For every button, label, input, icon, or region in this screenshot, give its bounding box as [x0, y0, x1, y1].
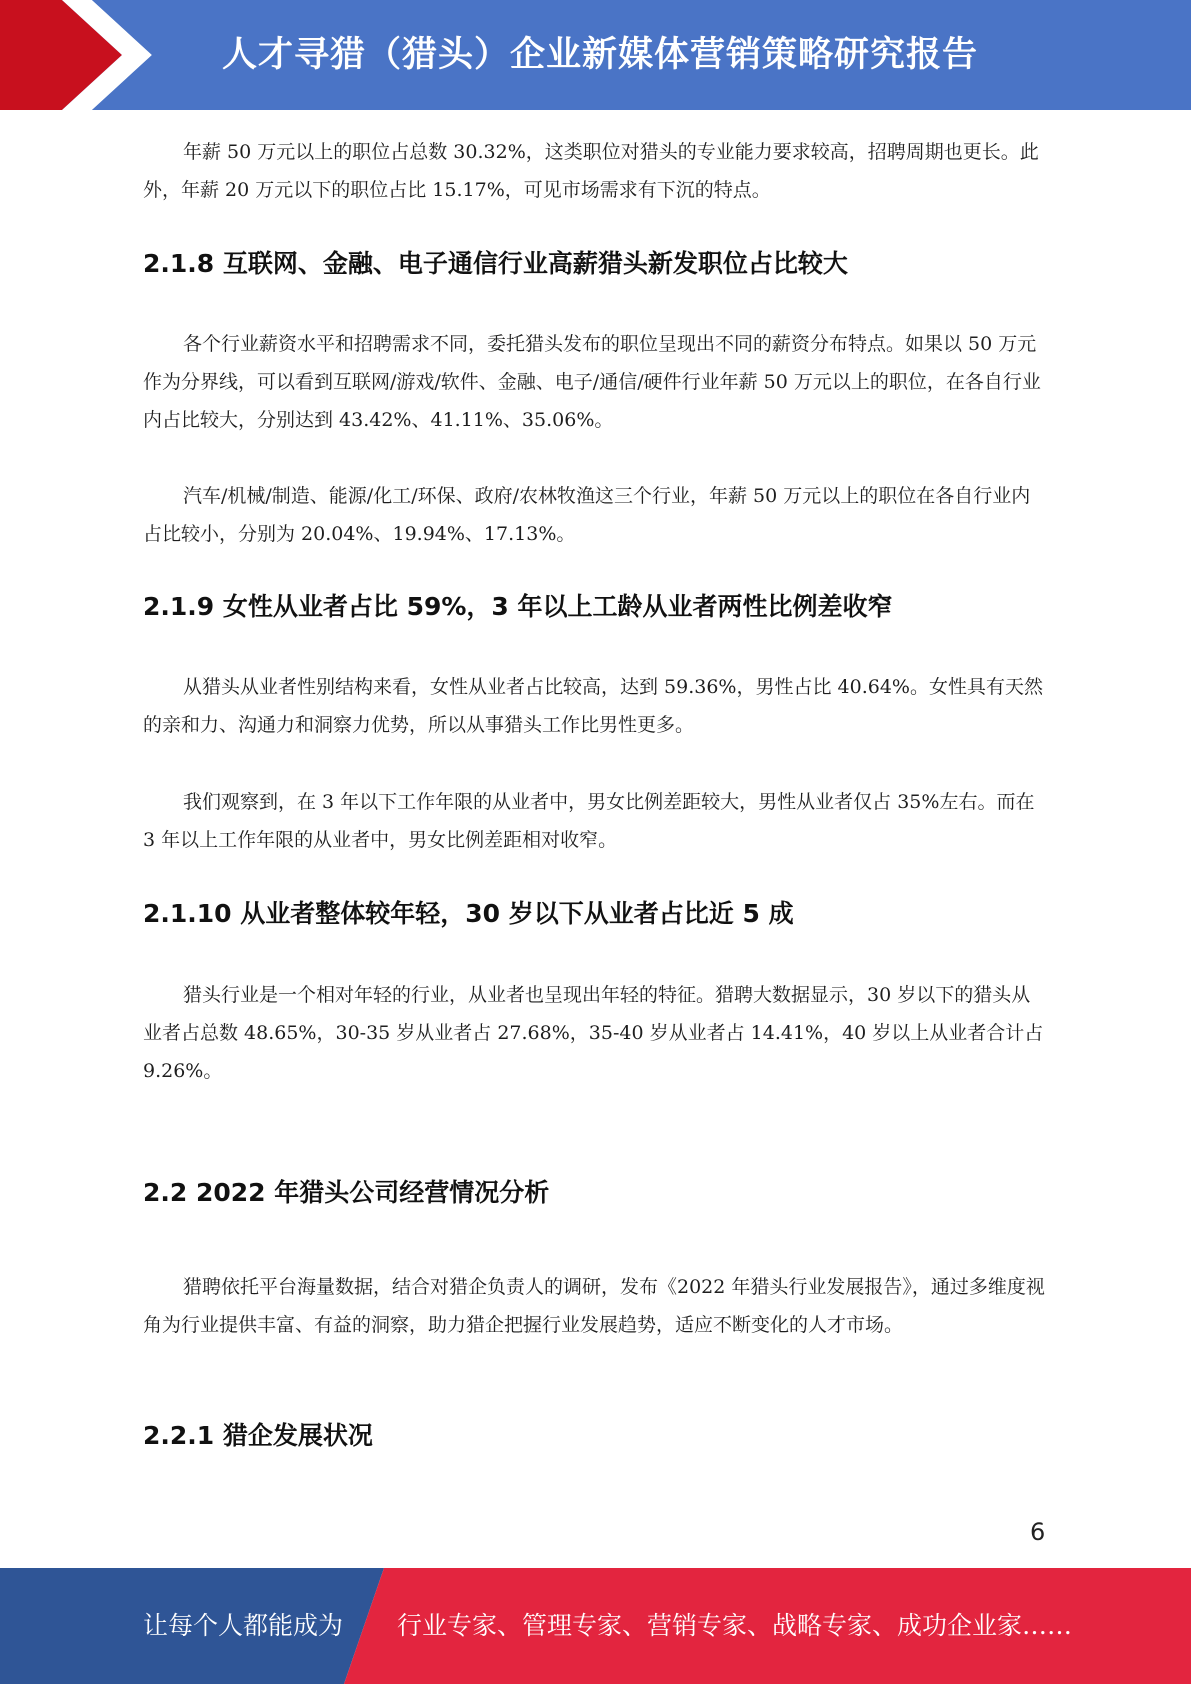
- footer-slogan-right: 行业专家、管理专家、营销专家、战略专家、成功企业家……: [397, 1611, 1073, 1640]
- heading-2-1-9: 2.1.9 女性从业者占比 59%，3 年以上工龄从业者两性比例差收窄: [143, 592, 893, 621]
- paragraph-industry-salary: 各个行业薪资水平和招聘需求不同，委托猎头发布的职位呈现出不同的薪资分布特点。如果以 50 万元作为分界线，可以看到互联网/游戏/软件、金融、电子/通信/硬件行业年薪 50 万元以上的职位，在各自行业内占比较大，分别达到 43.42%、41.11%、35.06%。: [143, 333, 1041, 431]
- heading-2-1-10: 2.1.10 从业者整体较年轻，30 岁以下从业者占比近 5 成: [143, 899, 794, 928]
- heading-2-2-1: 2.2.1 猎企发展状况: [143, 1421, 373, 1450]
- paragraph-gender-structure: 从猎头从业者性别结构来看，女性从业者占比较高，达到 59.36%，男性占比 40.64%。女性具有天然的亲和力、沟通力和洞察力优势，所以从事猎头工作比男性更多。: [143, 676, 1043, 736]
- page-header: [0, 0, 1191, 110]
- paragraph-report-intro: 猎聘依托平台海量数据，结合对猎企负责人的调研，发布《2022 年猎头行业发展报告》，通过多维度视角为行业提供丰富、有益的洞察，助力猎企把握行业发展趋势，适应不断变化的人才市场。: [143, 1276, 1045, 1336]
- paragraph-age-distribution: 猎头行业是一个相对年轻的行业，从业者也呈现出年轻的特征。猎聘大数据显示，30 岁以下的猎头从业者占总数 48.65%，30-35 岁从业者占 27.68%，35-40 岁从业者占 14.41%，40 岁以上从业者合计占 9.26%。: [143, 984, 1044, 1082]
- report-title: 人才寻猎（猎头）企业新媒体营销策略研究报告: [222, 35, 979, 75]
- page-footer: [0, 1568, 1191, 1684]
- paragraph-low-salary-industries: 汽车/机械/制造、能源/化工/环保、政府/农林牧渔这三个行业，年薪 50 万元以上的职位在各自行业内占比较小，分别为 20.04%、19.94%、17.13%。: [143, 485, 1031, 545]
- footer-slogan-left: 让每个人都能成为: [143, 1611, 344, 1640]
- heading-2-2: 2.2 2022 年猎头公司经营情况分析: [143, 1178, 550, 1207]
- heading-2-1-8: 2.1.8 互联网、金融、电子通信行业高薪猎头新发职位占比较大: [143, 249, 848, 278]
- page-number: 6: [1030, 1518, 1046, 1546]
- paragraph-salary-distribution: 年薪 50 万元以上的职位占总数 30.32%，这类职位对猎头的专业能力要求较高，招聘周期也更长。此外，年薪 20 万元以下的职位占比 15.17%，可见市场需求有下沉的特点。: [143, 141, 1039, 201]
- paragraph-work-years-gender: 我们观察到，在 3 年以下工作年限的从业者中，男女比例差距较大，男性从业者仅占 35%左右。而在 3 年以上工作年限的从业者中，男女比例差距相对收窄。: [143, 791, 1035, 851]
